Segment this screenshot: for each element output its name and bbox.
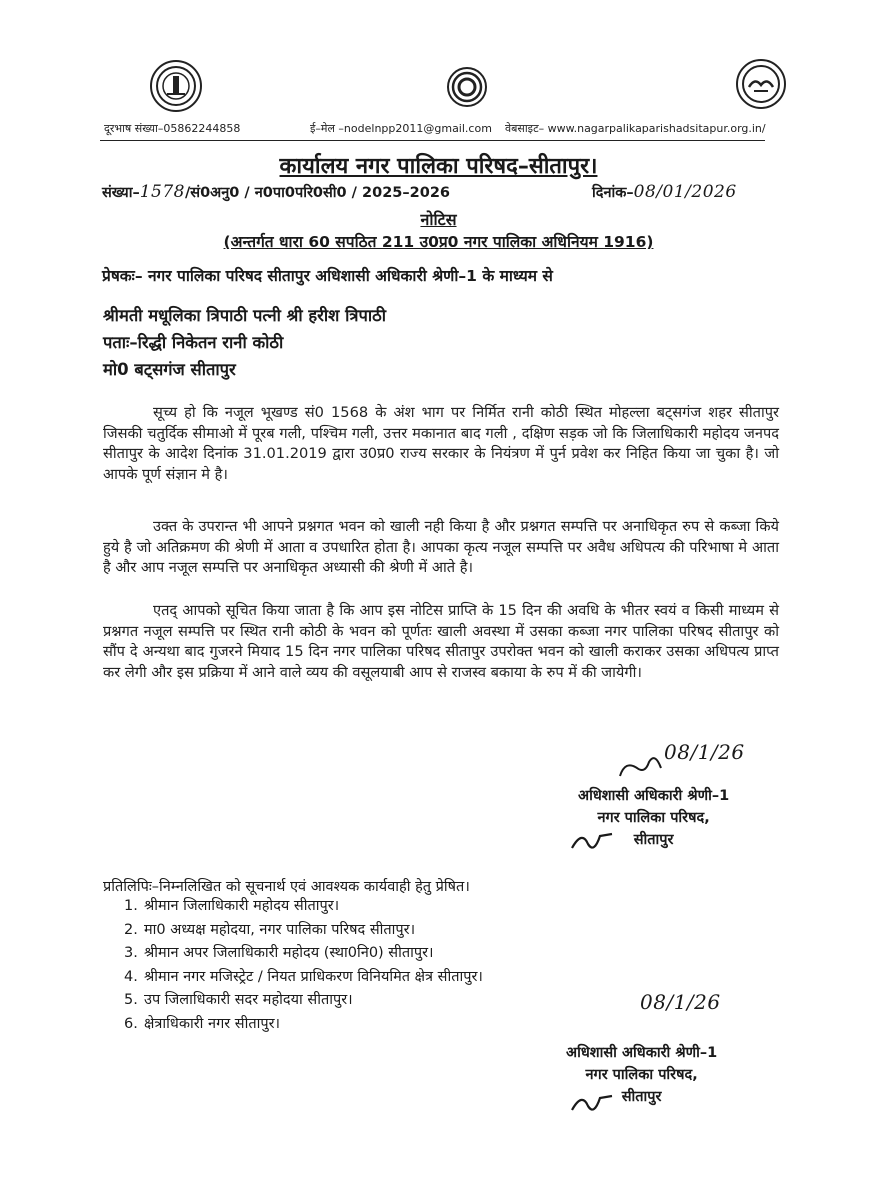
list-item-text: श्रीमान जिलाधिकारी महोदय सीतापुर। [144,898,340,914]
list-item-number: 1. [124,898,138,914]
body-paragraph-3 [103,601,779,684]
list-item-text: श्रीमान अपर जिलाधिकारी महोदय (स्था0नि0) सीतापुर। [144,945,434,961]
date-label: दिनांक– [592,185,634,201]
header-divider [100,140,765,141]
reference-number-suffix: /सं0अनु0 / न0पा0परि0सी0 / 2025–2026 [184,185,450,201]
phone-number: दूरभाष संख्या–05862244858 [104,122,241,135]
list-item [124,1013,483,1037]
office-title: कार्यालय नगर पालिका परिषद–सीतापुर। [279,154,598,179]
signature-2-designation: अधिशासी अधिकारी श्रेणी–1 [566,1045,718,1061]
reference-number-handwritten: 1578 [139,182,185,202]
signature-2-office: नगर पालिका परिषद, [585,1067,698,1083]
body-paragraph-3-text: एतद् आपको सूचित किया जाता है कि आप इस नोटिस प्राप्ति के 15 दिन की अवधि के भीतर स्वयं व किसी माध्यम से प्रश्नगत नजूल सम्पत्ति पर स्थित रानी कोठी के भवन को पूर्णतः खाली अवस्था में उसका कब्जा नगर पालिका परिषद सीतापुर को सौंप दे अन्यथा बाद गुजरने मियाद 15 दिन नगर पालिका परिषद सीतापुर उपरोक्त भवन को खाली कराकर उसका अधिपत्य प्राप्त कर लेगी और इस प्रक्रिया में आने वाले व्यय की वसूलयाबी आप से राजस्व बकाया के रुप में की जायेगी। [103,602,779,682]
list-item-text: उप जिलाधिकारी सदर महोदया सीतापुर। [144,992,353,1008]
list-item-number: 5. [124,992,138,1008]
signature-1-office: नगर पालिका परिषद, [597,810,710,826]
email-address: ई–मेल –nodelnpp2011@gmail.com [310,122,492,135]
up-government-logo-icon [736,59,786,109]
list-item [124,942,483,966]
list-item-number: 6. [124,1015,138,1032]
signature-2-city: सीतापुर [621,1089,662,1105]
website-link: वेबसाइट– www.nagarpalikaparishadsitapur.org.in/ [505,122,766,135]
notice-subtitle: (अन्तर्गत धारा 60 सपठित 211 उ0प्र0 नगर पालिका अधिनियम 1916) [223,233,654,251]
reference-number [102,182,450,202]
body-paragraph-1-text: सूच्य हो कि नजूल भूखण्ड सं0 1568 के अंश भाग पर निर्मित रानी कोठी स्थित मोहल्ला बट्सगंज शहर सीतापुर जिसकी चतुर्दिक सीमाओ में पूरब गली, पश्चिम गली, उत्तर मकानात बाद गली , दक्षिण सड़क जो कि जिलाधिकारी महोदय जनपद सीतापुर के आदेश दिनांक 31.01.2019 द्वारा उ0प्र0 राज्य सरकार के नियंत्रण में पुर्न प्रवेश कर निहित किया जा चुका है। जो आपके पूर्ण संज्ञान मे है। [103,404,779,484]
date-handwritten: 08/01/2026 [633,182,737,202]
list-item-text: क्षेत्राधिकारी नगर सीतापुर। [144,1015,281,1032]
signature-1-initials [568,826,618,860]
copy-heading: प्रतिलिपिः–निम्नलिखित को सूचनार्थ एवं आवश्यक कार्यवाही हेतु प्रेषित। [103,879,470,895]
list-item [124,919,483,943]
list-item-text: श्रीमान नगर मजिस्ट्रेट / नियत प्राधिकरण विनियमित क्षेत्र सीतापुर। [144,968,483,985]
signature-1-designation: अधिशासी अधिकारी श्रेणी–1 [578,788,730,804]
list-item-number: 4. [124,968,138,985]
body-paragraph-2 [103,517,779,579]
list-item-number: 2. [124,921,138,938]
list-item [124,966,483,990]
copy-list [124,895,483,1036]
body-paragraph-1 [103,403,779,486]
list-item-text: मा0 अध्यक्ष महोदया, नगर पालिका परिषद सीतापुर। [144,921,416,938]
signature-2-date: 08/1/26 [640,990,721,1014]
recipient-address-line1: पताः–रिद्धी निकेतन रानी कोठी [103,333,284,352]
signature-1-city: सीतापुर [633,832,674,848]
signature-2-initials [568,1088,618,1122]
center-seal-icon [447,67,487,107]
list-item [124,895,483,919]
body-paragraph-2-text: उक्त के उपरान्त भी आपने प्रश्नगत भवन को खाली नही किया है और प्रश्नगत सम्पत्ति पर अनाधिकृत रुप से कब्जा किये हुये है जो अतिक्रमण की श्रेणी में आता व उपधारित होता है। आपका कृत्य नजूल सम्पत्ति पर अवैध अधिपत्य की परिभाषा मे आता है और आप नजूल सम्पत्ति पर अनाधिकृत अध्यासी की श्रेणी में आते है। [103,518,779,577]
signature-1-date: 08/1/26 [664,740,745,764]
list-item [124,989,483,1013]
sender-line: प्रेषकः– नगर पालिका परिषद सीतापुर अधिशासी अधिकारी श्रेणी–1 के माध्यम से [102,267,553,285]
list-item-number: 3. [124,945,138,961]
recipient-name: श्रीमती मधूलिका त्रिपाठी पत्नी श्री हरीश त्रिपाठी [103,306,386,325]
notice-title: नोटिस [420,210,457,229]
recipient-address-line2: मो0 बट्सगंज सीतापुर [103,360,236,379]
reference-date [592,182,737,202]
reference-number-prefix: संख्या– [102,185,140,201]
municipal-emblem-icon [150,60,202,112]
